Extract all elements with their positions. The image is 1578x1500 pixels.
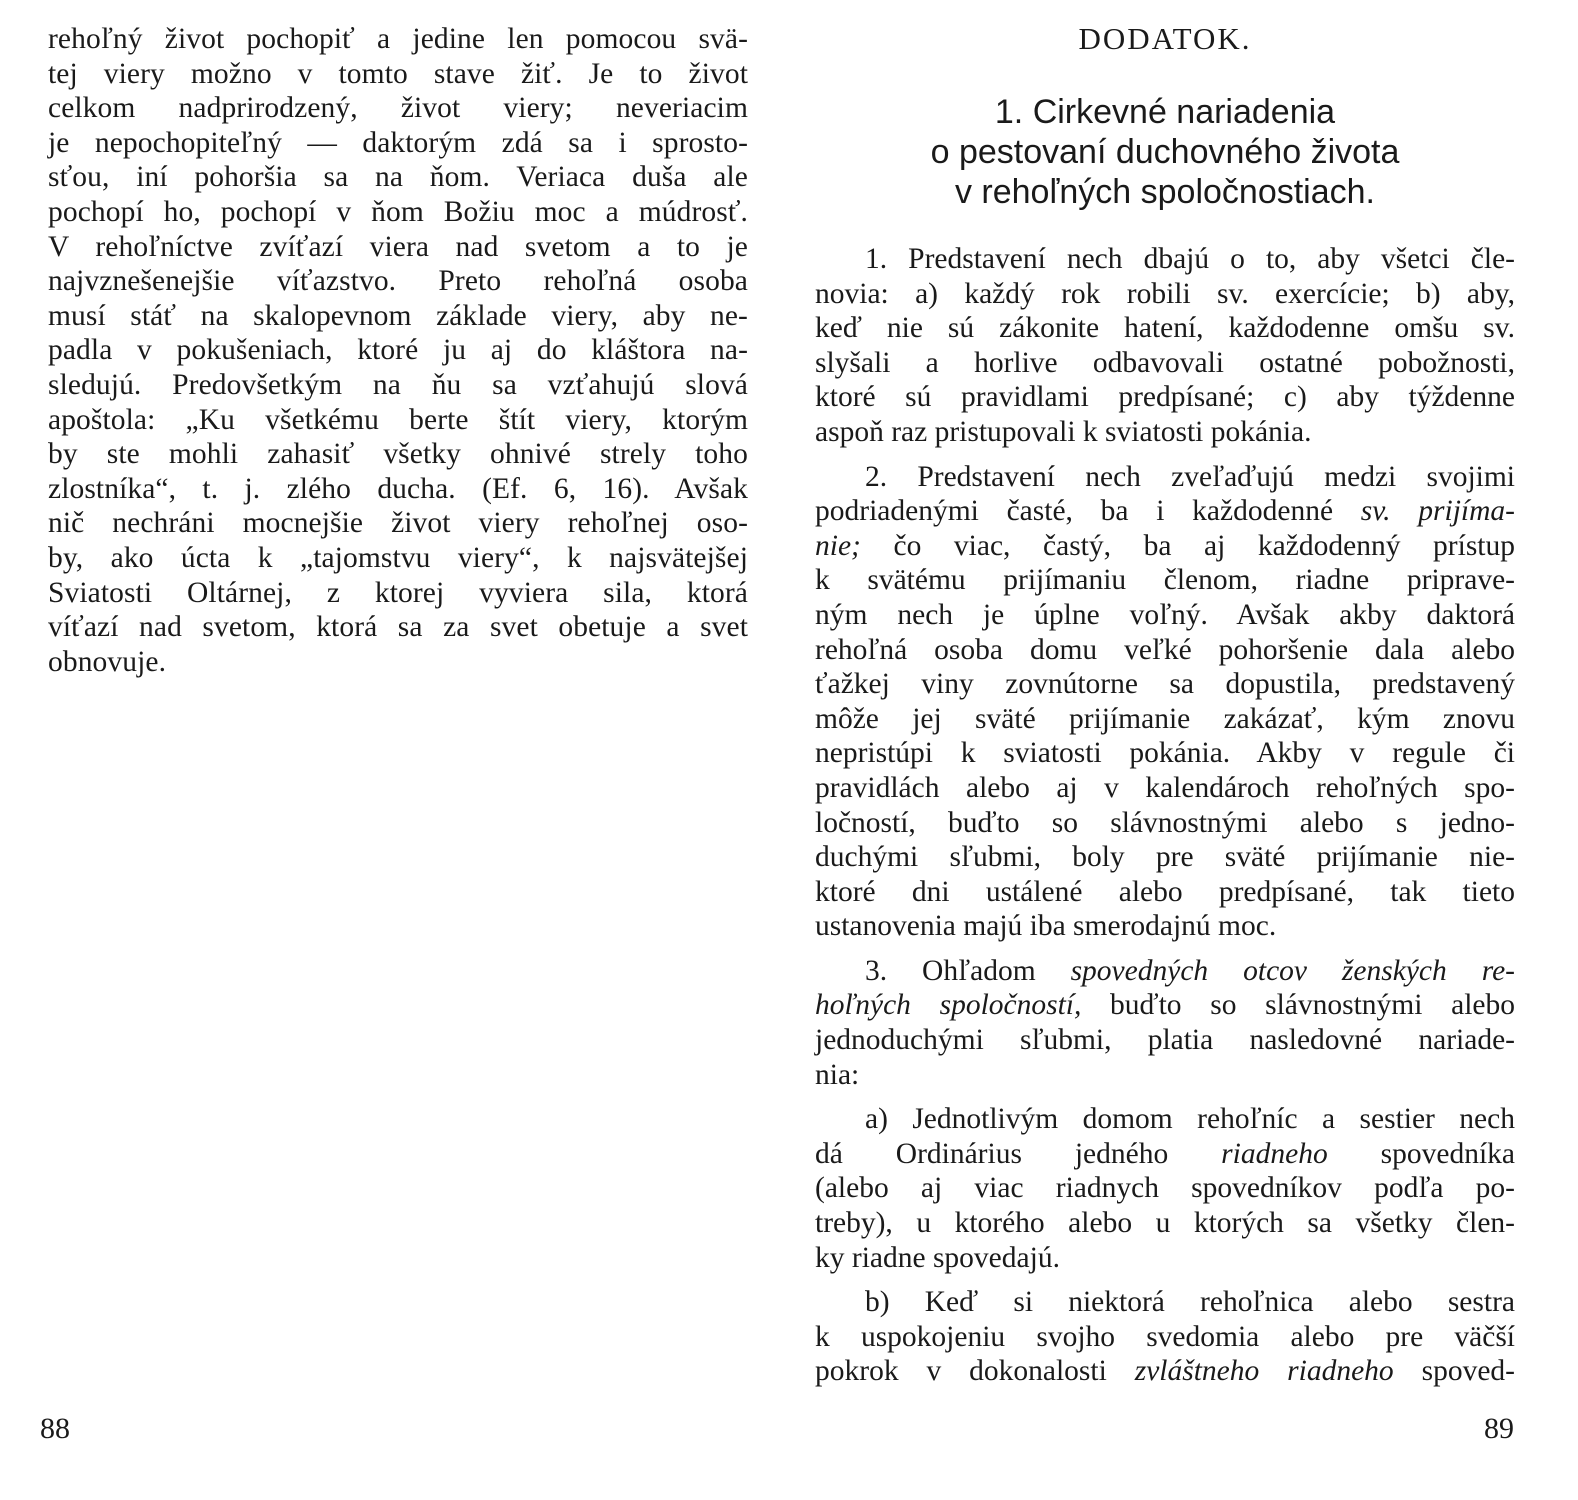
text-line: ktoré dni ustálené alebo predpísané, tak tieto [815, 875, 1515, 908]
text-line: slyšali a horlive odbavovali ostatné pobožnosti, [815, 346, 1515, 379]
text-line: k svätému prijímaniu členom, riadne priprave- [815, 564, 1515, 597]
text-line: tej viery možno v tomto stave žiť. Je to život [48, 57, 748, 90]
text-line: ky riadne spovedajú. [815, 1241, 1060, 1274]
text-line: Sviatosti Oltárnej, z ktorej vyviera sila, ktorá [48, 576, 748, 609]
section-heading [815, 92, 1515, 212]
right-page [789, 0, 1578, 1500]
text-line: 2. Predstavení nech zveľaďujú medzi svojimi [865, 460, 1515, 493]
text-line [815, 529, 1515, 564]
text-line: ným nech je úplne voľný. Avšak akby daktorá [815, 598, 1515, 631]
text-line: ločností, buďto so slávnostnými alebo s jedno- [815, 806, 1515, 839]
section-heading-line: 1. Cirkevné nariadenia [994, 93, 1336, 131]
text-line: apoštola: „Ku všetkému berte štít viery, ktorým [48, 403, 748, 436]
text-line: sledujú. Predovšetkým na ňu sa vzťahujú slová [48, 368, 748, 401]
right-body-text [815, 22, 1515, 1399]
text-run: podriadenými časté, ba i každodenné [815, 495, 1361, 528]
text-line: aspoň raz pristupovali k sviatosti pokánia. [815, 415, 1312, 448]
text-line [815, 954, 1515, 989]
text-run: buďto so slávnostnými alebo [1081, 989, 1516, 1022]
text-line: by, ako úcta k „tajomstvu viery“, k najsvätejšej [48, 541, 748, 574]
paragraph-3 [815, 954, 1515, 1092]
text-line: ťažkej viny zovnútorne sa dopustila, predstavený [815, 668, 1515, 701]
text-line: rehoľný život pochopiť a jedine len pomocou svä- [48, 23, 748, 55]
text-line: k uspokojeniu svojho svedomia alebo pre väčší [815, 1320, 1515, 1353]
text-line: rehoľná osoba domu veľké pohoršenie dala alebo [815, 633, 1515, 666]
text-run: spovedníka [1327, 1137, 1515, 1170]
text-line [815, 1354, 1515, 1389]
text-line: ustanovenia majú iba smerodajnú moc. [815, 910, 1277, 943]
text-line: pochopí ho, pochopí v ňom Božiu moc a múdrosť. [48, 195, 748, 228]
page-number: 88 [40, 1412, 70, 1445]
text-line: sťou, iní pohoršia sa na ňom. Veriaca duša ale [48, 161, 748, 194]
text-run: pokrok v dokonalosti [815, 1355, 1135, 1388]
section-heading-line: o pestovaní duchovného života [930, 133, 1400, 171]
text-line: je nepochopiteľný — daktorým zdá sa i sprosto- [48, 126, 748, 159]
text-line: novia: a) každý rok robili sv. exercície; b) aby, [815, 277, 1515, 310]
text-line: celkom nadprirodzený, život viery; neveriacim [48, 92, 748, 125]
text-line: môže jej sväté prijímanie zakázať, kým znovu [815, 702, 1515, 735]
sub-paragraph-a [815, 1102, 1515, 1275]
page-number: 89 [1484, 1412, 1514, 1445]
italic-text: sv. prijíma- [1360, 495, 1515, 528]
text-line: jednoduchými sľubmi, platia nasledovné nariade- [815, 1024, 1515, 1057]
text-line: najvznešenejšie víťazstvo. Preto rehoľná osoba [48, 265, 748, 298]
text-run: dá Ordinárius jedného [815, 1137, 1222, 1170]
text-line: b) Keď si niektorá rehoľnica alebo sestra [865, 1286, 1515, 1319]
text-run: 3. Ohľadom [865, 954, 1071, 987]
text-line: víťazí nad svetom, ktorá sa za svet obetuje a svet [48, 611, 748, 644]
text-line: obnovuje. [48, 645, 167, 678]
text-line: pravidlách alebo aj v kalendároch rehoľných spo- [815, 771, 1515, 804]
text-run: spoved- [1393, 1355, 1515, 1388]
section-heading-line: v rehoľných spoločnostiach. [954, 173, 1376, 211]
text-line: ktoré sú pravidlami predpísané; c) aby týždenne [815, 381, 1515, 414]
text-line: (alebo aj viac riadnych spovedníkov podľa po- [815, 1172, 1515, 1205]
left-body-text [48, 22, 748, 679]
text-line: nič nechráni mocnejšie život viery rehoľnej oso- [48, 507, 748, 540]
text-line [815, 494, 1515, 529]
text-line: a) Jednotlivým domom rehoľníc a sestier nech [865, 1103, 1515, 1136]
text-line [815, 988, 1515, 1023]
text-line: zlostníka“, t. j. zlého ducha. (Ef. 6, 16). Avšak [48, 472, 748, 505]
paragraph-2 [815, 460, 1515, 944]
text-run: čo viac, častý, ba aj každodenný prístup [860, 529, 1515, 562]
italic-text: zvláštneho riadneho [1134, 1355, 1394, 1388]
italic-text: nie; [815, 529, 861, 562]
paragraph-1 [815, 242, 1515, 450]
text-line: treby), u ktorého alebo u ktorých sa všetky člen- [815, 1207, 1515, 1240]
sub-paragraph-b [815, 1285, 1515, 1389]
text-line: by ste mohli zahasiť všetky ohnivé strely toho [48, 438, 748, 471]
text-line [815, 1137, 1515, 1172]
text-line: nepristúpi k sviatosti pokánia. Akby v regule či [815, 737, 1515, 770]
text-line: padla v pokušeniach, ktoré ju aj do kláštora na- [48, 334, 748, 367]
text-line: musí stáť na skalopevnom základe viery, aby ne- [48, 299, 748, 332]
text-line: 1. Predstavení nech dbajú o to, aby všetci čle- [865, 243, 1515, 275]
text-line: duchými sľubmi, boly pre sväté prijímanie nie- [815, 841, 1515, 874]
text-line: V rehoľníctve zvíťazí viera nad svetom a to je [48, 230, 748, 263]
italic-text: spovedných otcov ženských re- [1070, 954, 1516, 987]
appendix-heading: DODATOK. [1078, 21, 1252, 56]
italic-text: riadneho [1221, 1137, 1328, 1170]
text-line: keď nie sú zákonite hatení, každodenne omšu sv. [815, 312, 1515, 345]
italic-text: hoľných spoločností, [815, 989, 1082, 1022]
text-line: nia: [815, 1058, 860, 1091]
